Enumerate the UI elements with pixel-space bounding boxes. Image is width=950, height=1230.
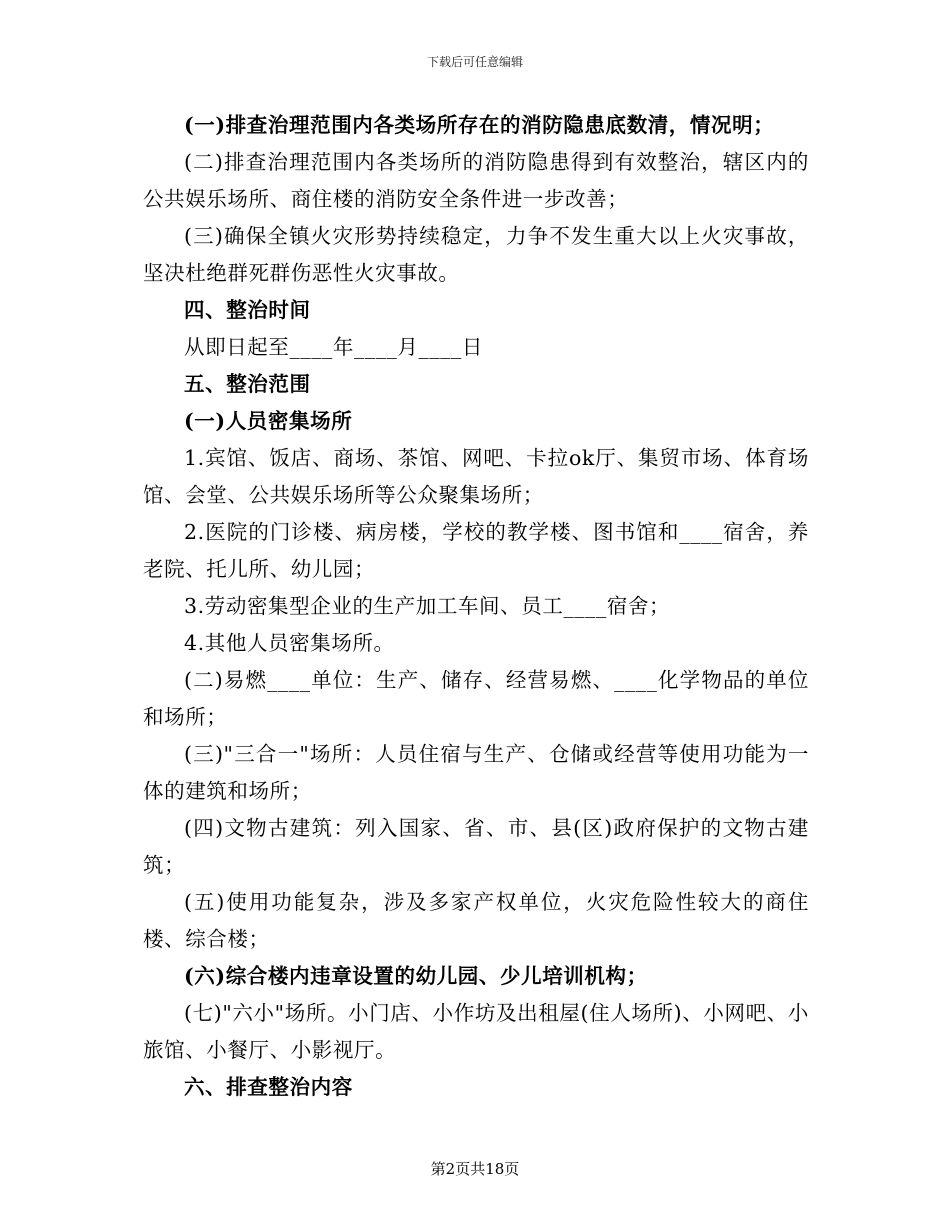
- paragraph: 2.医院的门诊楼、病房楼，学校的教学楼、图书馆和____宿舍，养老院、托儿所、幼儿园；: [143, 520, 809, 581]
- paragraph: (五)使用功能复杂，涉及多家产权单位，火灾危险性较大的商住楼、综合楼；: [143, 890, 809, 951]
- paragraph: (一)人员密集场所: [184, 409, 353, 433]
- page-number: 第2页共18页: [430, 1160, 520, 1178]
- document-body: [143, 107, 809, 1106]
- paragraph: 4.其他人员密集场所。: [184, 631, 395, 655]
- paragraph: 四、整治时间: [184, 298, 311, 322]
- paragraph: (六)综合楼内违章设置的幼儿园、少儿培训机构；: [184, 964, 648, 988]
- paragraph: 从即日起至____年____月____日: [184, 335, 483, 359]
- paragraph: 1.宾馆、饭店、商场、茶馆、网吧、卡拉ok厅、集贸市场、体育场馆、会堂、公共娱乐场所等公众聚集场所；: [143, 446, 809, 507]
- paragraph: 六、排查整治内容: [184, 1075, 353, 1099]
- paragraph: (一)排查治理范围内各类场所存在的消防隐患底数清，情况明；: [184, 113, 775, 137]
- paragraph: (四)文物古建筑：列入国家、省、市、县(区)政府保护的文物古建筑；: [143, 816, 809, 877]
- paragraph: (三)确保全镇火灾形势持续稳定，力争不发生重大以上火灾事故，坚决杜绝群死群伤恶性火灾事故。: [143, 224, 809, 285]
- paragraph: (七)"六小"场所。小门店、小作坊及出租屋(住人场所)、小网吧、小旅馆、小餐厅、小影视厅。: [143, 1001, 809, 1062]
- paragraph: (三)"三合一"场所：人员住宿与生产、仓储或经营等使用功能为一体的建筑和场所；: [143, 742, 809, 803]
- paragraph: 五、整治范围: [184, 372, 311, 396]
- paragraph: (二)易燃____单位：生产、储存、经营易燃、____化学物品的单位和场所；: [143, 668, 809, 729]
- paragraph: 3.劳动密集型企业的生产加工车间、员工____宿舍；: [184, 594, 671, 618]
- page-header-note: 下载后可任意编辑: [426, 55, 523, 69]
- paragraph: (二)排查治理范围内各类场所的消防隐患得到有效整治，辖区内的公共娱乐场所、商住楼的消防安全条件进一步改善；: [143, 150, 809, 211]
